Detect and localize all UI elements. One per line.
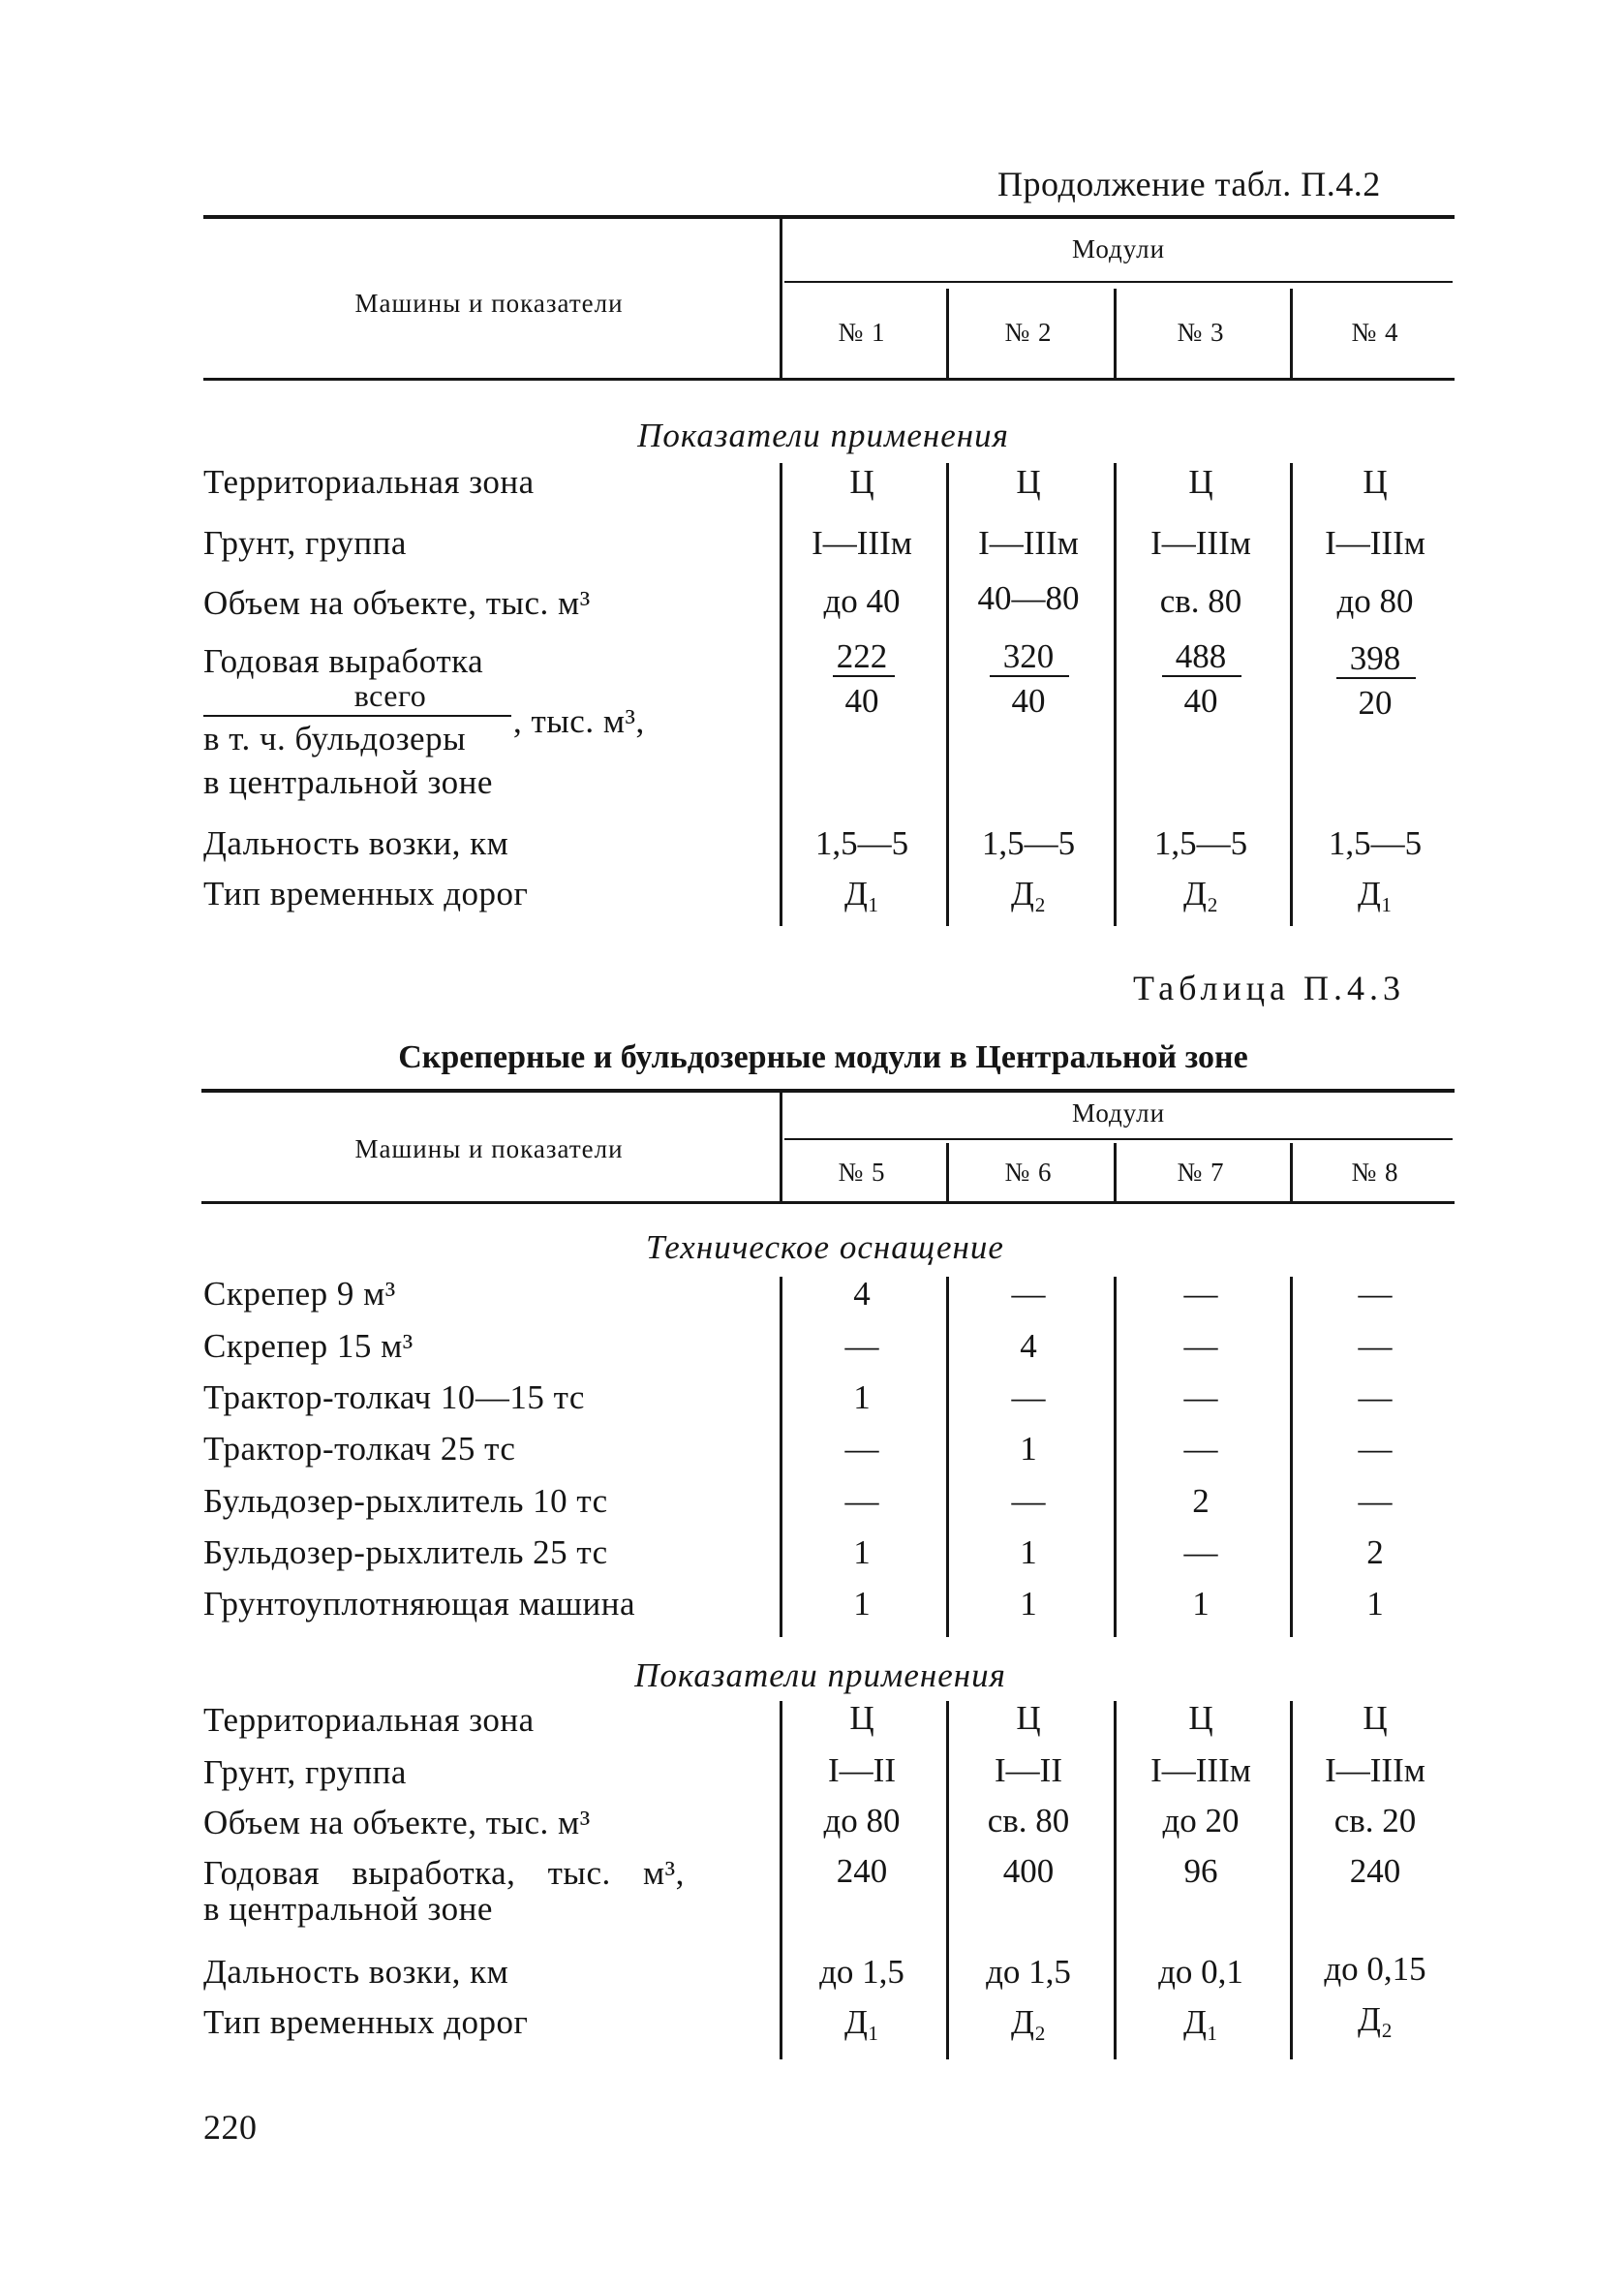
- cell: 1: [853, 1533, 871, 1571]
- table2-section-usage: Показатели применения: [634, 1656, 1006, 1694]
- cell: —: [1358, 1482, 1393, 1520]
- usage-label-zone: Территориальная зона: [203, 1701, 535, 1739]
- cell: 400: [1002, 1852, 1055, 1890]
- cell: Ц: [1016, 1699, 1041, 1737]
- cell: Д₁: [1182, 2003, 1219, 2041]
- table2-col-7: № 7: [1177, 1158, 1225, 1187]
- cell: до 80: [823, 1802, 901, 1840]
- table2-header-divider: [1290, 1143, 1293, 1201]
- table2-number: Таблица П.4.3: [1133, 969, 1405, 1007]
- cell: Д₁: [843, 2003, 880, 2041]
- equipment-label: Скрепер 9 м³: [203, 1275, 396, 1313]
- cell: до 80: [1336, 582, 1414, 620]
- cell: Ц: [1363, 463, 1388, 501]
- table2-col-5: № 5: [838, 1158, 886, 1187]
- cell: до 0,1: [1158, 1953, 1243, 1991]
- equipment-label: Трактор-толкач 10—15 тс: [203, 1378, 585, 1416]
- cell: —: [844, 1327, 879, 1365]
- cell: 1: [1366, 1585, 1384, 1623]
- cell: 1: [1020, 1585, 1037, 1623]
- cell: Д₂: [1182, 875, 1219, 912]
- output-unit: , тыс. м³,: [513, 702, 645, 740]
- cell: —: [1358, 1327, 1393, 1365]
- cell: Ц: [1016, 463, 1041, 501]
- table2-title: Скреперные и бульдозерные модули в Центральной зоне: [398, 1039, 1248, 1075]
- cell: 40—80: [977, 579, 1080, 617]
- cell: Ц: [1188, 463, 1213, 501]
- cell: Д₂: [1357, 2000, 1394, 2038]
- output-denominator: 40: [1011, 682, 1046, 720]
- cell: 2: [1366, 1533, 1384, 1571]
- cell: —: [1183, 1275, 1218, 1313]
- cell: Д₂: [1010, 2003, 1047, 2041]
- cell: 96: [1183, 1852, 1218, 1890]
- table1-column-divider: [946, 463, 949, 926]
- table2-header-divider: [780, 1093, 782, 1201]
- table2-column-divider: [1114, 1277, 1117, 1637]
- cell: —: [1011, 1275, 1046, 1313]
- table1-machines-header: Машины и показатели: [354, 289, 624, 318]
- table1-section-title: Показатели применения: [637, 417, 1009, 454]
- cell: 4: [1020, 1327, 1037, 1365]
- output-denominator: 40: [844, 682, 879, 720]
- cell: —: [844, 1482, 879, 1520]
- cell: I—IIIм: [1150, 1751, 1251, 1789]
- cell: до 20: [1162, 1802, 1240, 1840]
- table1-header-divider: [1290, 289, 1293, 378]
- cell: 1,5—5: [1153, 824, 1248, 862]
- table1-header-divider: [1114, 289, 1117, 378]
- table2-section-equipment: Техническое оснащение: [646, 1228, 1004, 1266]
- table1-col-3: № 3: [1177, 318, 1225, 347]
- equipment-label: Скрепер 15 м³: [203, 1327, 414, 1365]
- output-denominator: 20: [1358, 684, 1393, 722]
- output-denominator: 40: [1183, 682, 1218, 720]
- cell: —: [844, 1430, 879, 1468]
- cell: Ц: [849, 1699, 874, 1737]
- row-label-output: Годовая выработка: [203, 642, 484, 680]
- cell: св. 80: [987, 1802, 1070, 1840]
- row-label-distance: Дальность возки, км: [203, 824, 509, 862]
- cell: Д₁: [843, 875, 880, 912]
- usage-label-volume: Объем на объекте, тыс. м³: [203, 1804, 591, 1841]
- table2-column-divider: [780, 1277, 782, 1637]
- cell: св. 20: [1333, 1802, 1417, 1840]
- table2-column-divider: [946, 1277, 949, 1637]
- usage-label-distance: Дальность возки, км: [203, 1953, 509, 1991]
- cell: 4: [853, 1275, 871, 1313]
- table2-header-bottom-rule: [201, 1201, 1455, 1204]
- cell: 1: [1020, 1430, 1037, 1468]
- output-value-bar: [1162, 675, 1241, 677]
- table2-column-divider: [946, 1701, 949, 2059]
- output-value-bar: [990, 675, 1069, 677]
- cell: 1: [853, 1378, 871, 1416]
- cell: 1,5—5: [981, 824, 1076, 862]
- table1-column-divider: [780, 463, 782, 926]
- table1-col-2: № 2: [1004, 318, 1053, 347]
- equipment-label: Бульдозер-рыхлитель 25 тс: [203, 1533, 608, 1571]
- cell: 1,5—5: [814, 824, 909, 862]
- table2-col-8: № 8: [1351, 1158, 1399, 1187]
- table1-column-divider: [1290, 463, 1293, 926]
- usage-label-road: Тип временных дорог: [203, 2003, 529, 2041]
- cell: —: [1011, 1378, 1046, 1416]
- cell: I—IIIм: [1150, 524, 1251, 562]
- table1-top-rule: [203, 215, 1455, 219]
- table1-header-bottom-rule: [203, 378, 1455, 381]
- cell: до 1,5: [819, 1953, 904, 1991]
- table2-header-divider: [946, 1143, 949, 1201]
- table2-column-divider: [780, 1701, 782, 2059]
- table1-modules-rule: [784, 281, 1453, 283]
- cell: св. 80: [1159, 582, 1242, 620]
- table2-top-rule: [201, 1089, 1455, 1093]
- row-label-volume: Объем на объекте, тыс. м³: [203, 584, 591, 622]
- cell: I—II: [995, 1751, 1062, 1789]
- cell: 1,5—5: [1328, 824, 1423, 862]
- cell: —: [1183, 1327, 1218, 1365]
- table1-col-4: № 4: [1351, 318, 1399, 347]
- cell: —: [1358, 1430, 1393, 1468]
- cell: 1: [1020, 1533, 1037, 1571]
- cell: до 40: [823, 582, 901, 620]
- continuation-caption: Продолжение табл. П.4.2: [997, 165, 1381, 203]
- output-label-zone: в центральной зоне: [203, 763, 493, 801]
- table1-modules-header: Модули: [1071, 234, 1166, 263]
- table1-col-1: № 1: [838, 318, 886, 347]
- cell: I—IIIм: [812, 524, 912, 562]
- output-numerator: 488: [1175, 637, 1227, 675]
- cell: 1: [1192, 1585, 1210, 1623]
- table2-header-divider: [1114, 1143, 1117, 1201]
- cell: I—II: [828, 1751, 896, 1789]
- output-fraction-bar: [203, 715, 511, 717]
- table2-machines-header: Машины и показатели: [354, 1134, 624, 1163]
- equipment-label: Бульдозер-рыхлитель 10 тс: [203, 1482, 608, 1520]
- table1-column-divider: [1114, 463, 1117, 926]
- cell: —: [1183, 1430, 1218, 1468]
- cell: —: [1183, 1378, 1218, 1416]
- cell: I—IIIм: [978, 524, 1079, 562]
- output-numerator: 320: [1002, 637, 1055, 675]
- cell: до 0,15: [1324, 1950, 1426, 1988]
- table2-modules-header: Модули: [1071, 1098, 1166, 1128]
- cell: I—IIIм: [1325, 1751, 1425, 1789]
- cell: —: [1011, 1482, 1046, 1520]
- equipment-label: Трактор-толкач 25 тс: [203, 1430, 516, 1468]
- cell: до 1,5: [986, 1953, 1071, 1991]
- cell: 1: [853, 1585, 871, 1623]
- row-label-zone: Территориальная зона: [203, 463, 535, 501]
- table1-header-divider: [946, 289, 949, 378]
- table2-column-divider: [1114, 1701, 1117, 2059]
- output-value-bar: [1336, 677, 1416, 679]
- cell: —: [1358, 1275, 1393, 1313]
- cell: —: [1358, 1378, 1393, 1416]
- cell: Ц: [1363, 1699, 1388, 1737]
- output-numerator: 222: [836, 637, 888, 675]
- row-label-soil: Грунт, группа: [203, 524, 407, 562]
- table2-col-6: № 6: [1004, 1158, 1053, 1187]
- usage-label-soil: Грунт, группа: [203, 1753, 407, 1791]
- output-fraction-numerator: всего: [353, 678, 427, 713]
- output-numerator: 398: [1349, 639, 1401, 677]
- cell: Д₂: [1010, 875, 1047, 912]
- page-number: 220: [203, 2108, 258, 2147]
- equipment-label: Грунтоуплотняющая машина: [203, 1585, 636, 1623]
- cell: —: [1183, 1533, 1218, 1571]
- cell: 240: [1349, 1852, 1401, 1890]
- cell: Д₁: [1357, 875, 1394, 912]
- row-label-road: Тип временных дорог: [203, 875, 529, 912]
- output-fraction-denominator: в т. ч. бульдозеры: [203, 720, 467, 758]
- table2-column-divider: [1290, 1701, 1293, 2059]
- cell: 2: [1192, 1482, 1210, 1520]
- table2-modules-rule: [784, 1138, 1453, 1140]
- output-value-bar: [833, 675, 895, 677]
- cell: 240: [836, 1852, 888, 1890]
- usage-label-output: Годовая выработка, тыс. м³,: [203, 1854, 685, 1892]
- table2-column-divider: [1290, 1277, 1293, 1637]
- usage-label-output-zone: в центральной зоне: [203, 1890, 493, 1928]
- cell: Ц: [849, 463, 874, 501]
- table1-header-divider: [780, 219, 782, 378]
- cell: I—IIIм: [1325, 524, 1425, 562]
- cell: Ц: [1188, 1699, 1213, 1737]
